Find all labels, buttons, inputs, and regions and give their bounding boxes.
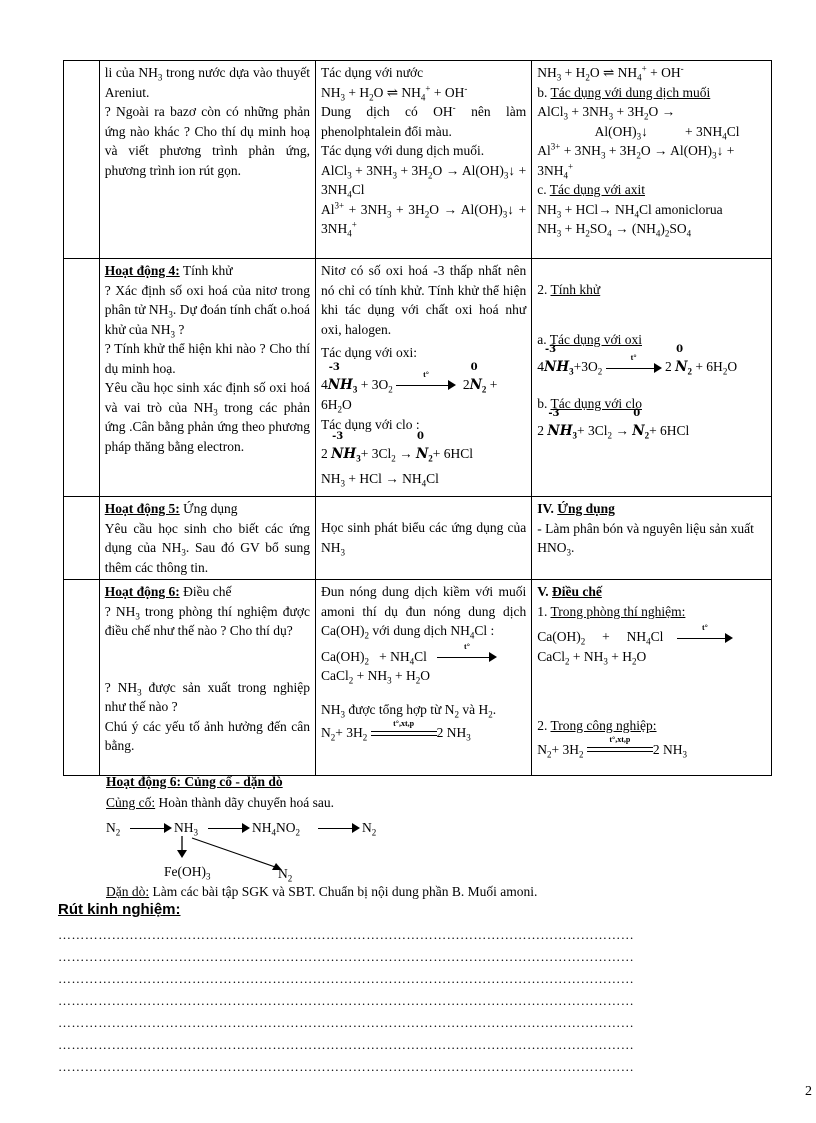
- writing-line: …………………………………………………………………………………………………………………: [58, 1015, 635, 1030]
- conversion-scheme: [106, 818, 426, 882]
- scheme-arrow: [208, 822, 250, 834]
- equation-oxi-board: 4 -3 $NH_3+3O_2$ t° 2 0 $N_2 + 6H_2O$: [537, 344, 738, 377]
- board-cell: V. Điều chế 1. Trong phòng thí nghiệm: $Ca(OH)_2$ + $NH_4Cl$ t° CaCl$_2$ + $NH_3 + H_2O$ 2. Trong công nghiệp: $N_2+ 3H_2$ t°,xt,p 2 $NH_3$: [532, 580, 772, 776]
- scheme-nh4no2: $NH_4NO_2$: [252, 820, 300, 838]
- writing-line: …………………………………………………………………………………………………………………: [58, 1059, 635, 1074]
- rut-kinh-nghiem-heading: Rút kinh nghiệm:: [58, 901, 181, 918]
- scheme-nh3: $NH_3$: [174, 820, 198, 838]
- table-row: [64, 580, 772, 776]
- activity-heading: Hoạt động 6:: [104, 584, 180, 599]
- cungco-line: Củng cố: Hoàn thành dãy chuyển hoá sau.: [106, 795, 334, 810]
- board-cell: $NH_3 + H_2O$ ⇌ $NH_4^+ + OH^-$ b. Tác dụng với dung dịch muối AlCl$_3$ + $3NH_3 + 3H_2O$ → $Al(OH)_3↓$ + $3NH_4Cl$ $Al^{3+} + 3NH_3 + 3H_2O$ → $Al(OH)_3↓ + 3NH_4^+$ c. Tác dụng với axit $NH_3 + HCl\to NH_4Cl$ amoniclorua $NH_3 + H_2SO_4 \to (NH_4)_2SO_4$: [532, 61, 772, 259]
- writing-line: …………………………………………………………………………………………………………………: [58, 971, 635, 986]
- student-cell: Tác dụng với nước $NH_3 + H_2O$ ⇌ $NH_4^+ + OH^-$ Dung dịch có OH- nên làm phenolphtalein đổi màu. Tác dụng với dung dịch muối. AlCl$_3$ + $3NH_3 + 3H_2O$ → $Al(OH)_3↓ + 3NH_4Cl$ $Al^{3+} + 3NH_3 + 3H_2O$ → $Al(OH)_3↓ + 3NH_4^+$: [315, 61, 531, 259]
- writing-line: …………………………………………………………………………………………………………………: [58, 949, 635, 964]
- equation-clo-board: 2 -3 $NH_3+ 3Cl_2$ → 0 $N_2+ 6HCl$: [537, 408, 690, 441]
- table-row: [64, 61, 772, 259]
- teacher-cell: Hoạt động 6: Điều chế ? $NH_3$ trong phòng thí nghiệm được điều chế như thế nào ? Cho thí dụ? ? $NH_3$ được sản xuất trong nghiệp như thế nào ? Chú ý các yếu tố ảnh hưởng đến cân bằng.: [99, 580, 315, 776]
- scheme-arrow: [130, 822, 172, 834]
- lesson-table: [63, 60, 772, 776]
- equilibrium-arrow: t°,xt,p: [587, 744, 653, 756]
- student-cell: Đun nóng dung dịch kiềm với muối amoni thí dụ đun nóng dung dịch $Ca(OH)_2$ với dung dịch $NH_4Cl$ : $Ca(OH)_2 + NH_4Cl$ t° CaCl$_2$ + $NH_3 + H_2O$ $NH_3$ được tổng hợp từ $N_2$ và $H_2$. $N_2+ 3H_2$ t°,xt,p 2 $NH_3$: [315, 580, 531, 776]
- reaction-arrow: t°: [396, 379, 456, 391]
- writing-line: …………………………………………………………………………………………………………………: [58, 927, 635, 942]
- table-row: [64, 259, 772, 497]
- page-number: 2: [805, 1084, 812, 1099]
- teacher-cell: Hoạt động 4: Tính khử ? Xác định số oxi hoá của nitơ trong phân tử $NH_3$. Dự đoán tính chất o.hoá khử của $NH_3$ ? ? Tính khử thể hiện khi nào ? Cho thí dụ minh hoạ. Yêu cầu học sinh xác định số oxi hoá và vai trò của $NH_3$ trong các phản ứng .Cân bằng phản ứng theo phương pháp thăng bằng electron.: [99, 259, 315, 497]
- table-row: [64, 497, 772, 580]
- reaction-arrow: t°: [677, 632, 733, 644]
- writing-line: …………………………………………………………………………………………………………………: [58, 993, 635, 1008]
- dando-line: Dặn dò: Làm các bài tập SGK và SBT. Chuẩn bị nội dung phần B. Muối amoni.: [106, 884, 538, 899]
- activity-heading: Hoạt động 6: Củng cố - dặn dò: [106, 774, 283, 789]
- scheme-n2-left: $N_2$: [106, 820, 121, 838]
- board-cell: 2. Tính khử a. Tác dụng với oxi 4 -3 $NH_3+3O_2$ t° 2 0 $N_2 + 6H_2O$ b. Tác dụng với clo 2 -3 $NH_3+ 3Cl_2$ → 0 $N_2+ 6HCl$: [532, 259, 772, 497]
- teacher-cell: Hoạt động 5: Ứng dụng Yêu cầu học sinh cho biết các ứng dụng của $NH_3$. Sau đó GV bổ sung thêm các thông tin.: [99, 497, 315, 580]
- reaction-arrow: t°: [437, 651, 497, 663]
- equation-oxi: 4 -3 $NH_3 + 3O_2$ t° 2 0 $N_2$ +: [320, 361, 498, 395]
- board-cell: IV. Ứng dụng - Làm phân bón và nguyên liệu sản xuất $HNO_3$.: [532, 497, 772, 580]
- equilibrium-arrow: t°,xt,p: [371, 728, 437, 740]
- writing-line: …………………………………………………………………………………………………………………: [58, 1037, 635, 1052]
- student-cell: Nitơ có số oxi hoá -3 thấp nhất nên nó chỉ có tính khử. Tính khử thể hiện khi tác dụng với chất oxi hoá như oxi, halogen. Tác dụng với oxi: 4 -3 $NH_3 + 3O_2$ t° 2 0 $N_2$ + $6H_2O$ Tác dụng với clo : 2 -3 $NH_3+ 3Cl_2$ → 0 $N_2+ 6HCl$ $NH_3$ + HCl → $NH_4Cl$: [315, 259, 531, 497]
- scheme-n2-bottom: $N_2$: [278, 866, 293, 884]
- activity-heading: Hoạt động 4:: [104, 263, 180, 278]
- equation-clo: 2 -3 $NH_3+ 3Cl_2$ → 0 $N_2+ 6HCl$: [320, 431, 474, 464]
- activity-heading: Hoạt động 5:: [104, 501, 180, 516]
- student-cell: Học sinh phát biểu các ứng dụng của $NH_3$: [315, 497, 531, 580]
- scheme-arrow: [318, 822, 360, 834]
- teacher-cell: li của $NH_3$ trong nước dựa vào thuyết Areniut. ? Ngoài ra bazơ còn có những phản ứng nào khác ? Cho thí dụ minh hoạ và viết phương trình phản ứng, phương trình ion rút gọn.: [99, 61, 315, 259]
- scheme-n2-right: $N_2$: [362, 820, 377, 838]
- scheme-feoh3: $Fe(OH)_3$: [164, 864, 211, 882]
- reaction-arrow: t°: [606, 362, 662, 374]
